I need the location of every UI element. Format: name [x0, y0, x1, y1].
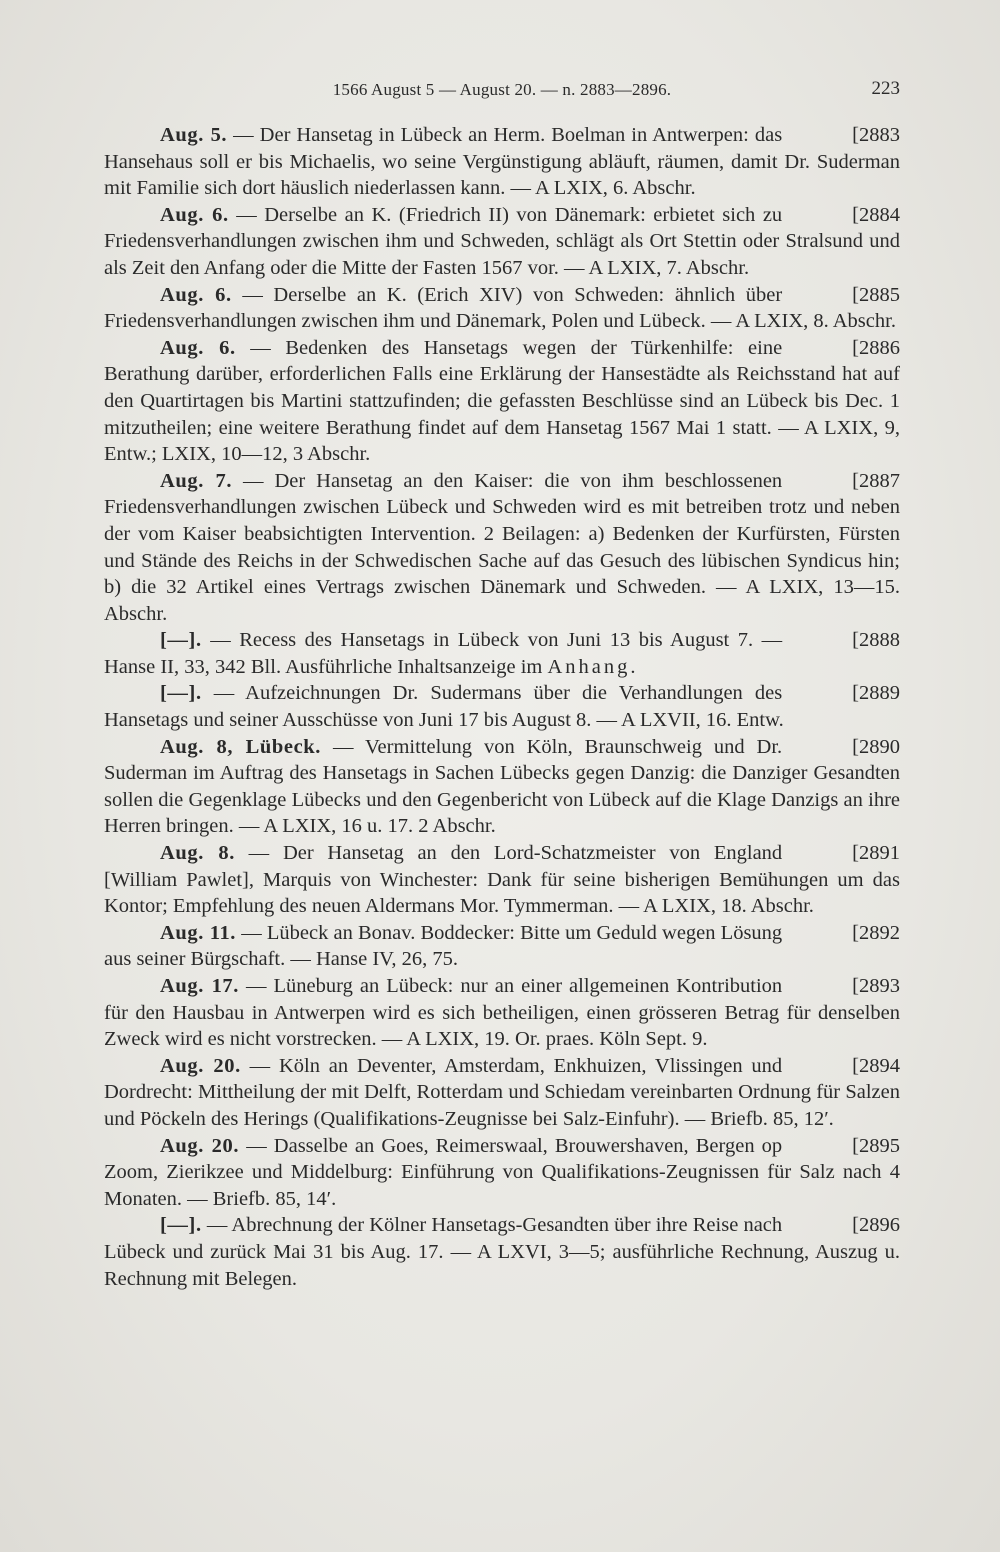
entry-number: [2891 [852, 842, 900, 865]
running-head: 1566 August 5 — August 20. — n. 2883—2896. [332, 80, 672, 99]
entry-number: [2888 [852, 629, 900, 652]
regest-entry [104, 202, 900, 282]
regest-entry [104, 840, 900, 920]
entry-date: [—]. [160, 682, 202, 705]
entry-number: [2885 [852, 283, 900, 306]
regest-entry [104, 468, 900, 628]
entry-text: — Derselbe an K. (Friedrich II) von Dänemark: erbietet sich zu Friedensverhandlungen zwischen ihm und Schweden, schlägt als Ort Stettin oder Stralsund und als Zeit den Anfang oder die Mitte der Fasten 1567 vor. — A LXIX, 7. Abschr. [104, 203, 900, 279]
page-number: 223 [871, 78, 900, 99]
entry-date: [—]. [160, 629, 202, 652]
entry-text: — Vermittelung von Köln, Braunschweig und Dr. Suderman im Auftrag des Hansetags in Sachen Lübecks gegen Danzig: die Danziger Gesandten sollen die Gegenklage Lübecks und den Gegenbericht von Lübeck auf die Klage Danzigs an ihre Herren bringen. — A LXIX, 16 u. 17. 2 Abschr. [104, 735, 900, 838]
regest-entry [104, 680, 900, 733]
entry-date: Aug. 20. [160, 1134, 240, 1157]
entry-text: — Lübeck an Bonav. Boddecker: Bitte um Geduld wegen Lösung aus seiner Bürgschaft. — Hanse IV, 26, 75. [104, 921, 783, 971]
entry-date: Aug. 17. [160, 975, 240, 997]
entry-number: [2889 [852, 682, 900, 705]
entry-number: [2895 [852, 1134, 900, 1157]
entry-text: — Der Hansetag an den Lord-Schatzmeister von England [William Pawlet], Marquis von Winchester: Dank für seine bisherigen Bemühungen um das Kontor; Empfehlung des neuen Aldermans Mor. Tymmerman. — A LXIX, 18. Abschr. [104, 842, 900, 918]
entry-date: Aug. 6. [160, 336, 236, 359]
entry-number: [2883 [852, 124, 900, 146]
entry-date: Aug. 8. [160, 842, 235, 865]
entry-text: — Abrechnung der Kölner Hansetags-Gesandten über ihre Reise nach Lübeck und zurück Mai 31 bis Aug. 17. — A LXVI, 3—5; ausführliche Rechnung, Auszug u. Rechnung mit Belegen. [104, 1214, 900, 1290]
entry-text: — Der Hansetag in Lübeck an Herm. Boelman in Antwerpen: das Hansehaus soll er bis Michaelis, wo seine Vergünstigung abläuft, räumen, damit Dr. Suderman mit Familie sich dort häuslich niederlassen kann. — A LXIX, 6. Abschr. [104, 124, 900, 200]
entry-text: — Aufzeichnungen Dr. Sudermans über die Verhandlungen des Hansetags und seiner Ausschüsse von Juni 17 bis August 8. — A LXVII, 16. Entw. [104, 682, 784, 732]
entry-date: Aug. 5. [160, 124, 228, 146]
entry-text: — Recess des Hansetags in Lübeck von Juni 13 bis August 7. — Hanse II, 33, 342 Bll. Ausführliche Inhaltsanzeige im [104, 629, 783, 678]
regest-entry [104, 335, 900, 468]
regest-entry [104, 1053, 900, 1133]
entry-number: [2887 [852, 469, 900, 492]
entry-date: Aug. 11. [160, 921, 237, 944]
entry-date: Aug. 20. [160, 1054, 241, 1077]
entry-date: [—]. [160, 1214, 202, 1237]
regesta-list [104, 122, 900, 1292]
entry-text: — Dasselbe an Goes, Reimerswaal, Brouwershaven, Bergen op Zoom, Zierikzee und Middelburg: Einführung von Qualifikations-Zeugnissen für Salz nach 4 Monaten. — Briefb. 85, 14′. [104, 1134, 900, 1210]
regest-entry [104, 973, 900, 1053]
entry-text: — Derselbe an K. (Erich XIV) von Schweden: ähnlich über Friedensverhandlungen zwischen ihm und Dänemark, Polen und Lübeck. — A LXIX, 8. Abschr. [104, 283, 896, 333]
entry-number: [2896 [852, 1214, 900, 1237]
entry-spaced-word: Anhang [547, 655, 631, 678]
entry-tail: . [630, 655, 636, 678]
regest-entry [104, 122, 900, 202]
page-header [104, 76, 900, 104]
entry-number: [2884 [852, 203, 900, 226]
regest-entry [104, 282, 900, 335]
entry-number: [2894 [852, 1054, 900, 1077]
entry-text: — Köln an Deventer, Amsterdam, Enkhuizen, Vlissingen und Dordrecht: Mittheilung der mit Delft, Rotterdam und Schiedam vereinbarten Ordnung für Salzen und Pöckeln des Herings (Qualifikations-Zeugnisse bei Salz-Einfuhr). — Briefb. 85, 12′. [104, 1054, 900, 1130]
entry-number: [2893 [852, 975, 900, 997]
entry-number: [2892 [852, 921, 900, 944]
entry-text: — Bedenken des Hansetags wegen der Türkenhilfe: eine Berathung darüber, erforderlichen Falls eine Erklärung der Hansestädte als Reichsstand hat auf den Quartirtagen bis Martini stattzufinden; die gefassten Beschlüsse sind an Lübeck bis Dec. 1 mitzutheilen; eine weitere Berathung findet auf dem Hansetag 1567 Mai 1 statt. — A LXIX, 9, Entw.; LXIX, 10—12, 3 Abschr. [104, 336, 900, 466]
entry-text: — Der Hansetag an den Kaiser: die von ihm beschlossenen Friedensverhandlungen zwischen Lübeck und Schweden wird es mit betreiben trotz und neben der vom Kaiser beabsichtigten Intervention. 2 Beilagen: a) Bedenken der Kurfürsten, Fürsten und Stände des Reichs in der Schwedischen Sache auf das Gesuch des lübischen Syndicus hin; b) die 32 Artikel eines Vertrags zwischen Dänemark und Schweden. — A LXIX, 13—15. Abschr. [104, 469, 900, 625]
entry-number: [2890 [852, 735, 900, 758]
regest-entry [104, 734, 900, 840]
entry-date: Aug. 8, Lübeck. [160, 735, 322, 758]
regest-entry [104, 1212, 900, 1292]
regest-entry [104, 920, 900, 973]
entry-number: [2886 [852, 336, 900, 359]
entry-date: Aug. 7. [160, 469, 233, 492]
entry-date: Aug. 6. [160, 283, 232, 306]
regest-entry [104, 1133, 900, 1213]
entry-text: — Lüneburg an Lübeck: nur an einer allgemeinen Kontribution für den Hausbau in Antwerpen wird es sich betheiligen, einen grösseren Betrag für denselben Zweck wird es nicht vorstrecken. — A LXIX, 19. Or. praes. Köln Sept. 9. [104, 975, 900, 1051]
entry-date: Aug. 6. [160, 203, 229, 226]
regest-entry [104, 627, 900, 680]
